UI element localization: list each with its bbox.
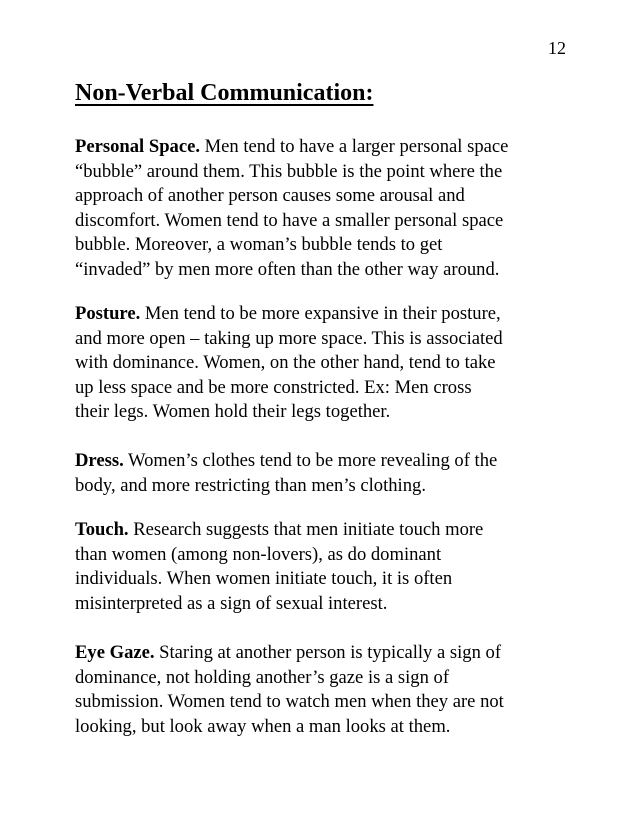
- paragraph-line: [75, 449, 575, 474]
- paragraph-line: submission. Women tend to watch men when they are not: [75, 691, 504, 713]
- section-term: Dress.: [75, 450, 124, 471]
- paragraph-line: approach of another person causes some arousal and: [75, 185, 465, 207]
- section-term: Posture.: [75, 303, 141, 324]
- paragraph-line: bubble. Moreover, a woman’s bubble tends to get: [75, 234, 443, 256]
- section-term: Personal Space.: [75, 136, 200, 157]
- section-dress: [75, 449, 575, 498]
- section-touch: [75, 518, 575, 616]
- section-posture: [75, 302, 575, 425]
- paragraph-line: body, and more restricting than men’s clothing.: [75, 474, 426, 496]
- section-text: Staring at another person is typically a sign of: [154, 642, 502, 663]
- paragraph-line: their legs. Women hold their legs together.: [75, 401, 391, 423]
- section-text: Women’s clothes tend to be more revealing of the: [123, 450, 498, 471]
- paragraph-line: misinterpreted as a sign of sexual interest.: [75, 592, 388, 614]
- section-personal-space: [75, 135, 575, 283]
- section-text: Men tend to be more expansive in their posture,: [140, 303, 501, 324]
- paragraph-line: individuals. When women initiate touch, it is often: [75, 568, 453, 590]
- section-term: Eye Gaze.: [75, 642, 155, 663]
- page-number: 12: [548, 38, 566, 58]
- paragraph-line: “invaded” by men more often than the other way around.: [75, 258, 500, 280]
- paragraph-line: with dominance. Women, on the other hand, tend to take: [75, 352, 496, 374]
- page-title: Non-Verbal Communication:: [75, 80, 374, 106]
- section-text: Men tend to have a larger personal space: [199, 136, 509, 157]
- paragraph-line: looking, but look away when a man looks at them.: [75, 715, 451, 737]
- paragraph-line: than women (among non-lovers), as do dominant: [75, 543, 442, 565]
- paragraph-line: “bubble” around them. This bubble is the point where the: [75, 160, 503, 182]
- section-text: Research suggests that men initiate touch more: [128, 519, 484, 540]
- paragraph-line: [75, 302, 575, 327]
- paragraph-line: dominance, not holding another’s gaze is a sign of: [75, 666, 450, 688]
- section-term: Touch.: [75, 519, 129, 540]
- paragraph-line: up less space and be more constricted. Ex: Men cross: [75, 376, 472, 398]
- paragraph-line: discomfort. Women tend to have a smaller personal space: [75, 209, 504, 231]
- section-eye-gaze: [75, 641, 575, 739]
- paragraph-line: [75, 518, 575, 543]
- paragraph-line: and more open – taking up more space. This is associated: [75, 327, 503, 349]
- paragraph-line: [75, 135, 575, 160]
- paragraph-line: [75, 641, 575, 666]
